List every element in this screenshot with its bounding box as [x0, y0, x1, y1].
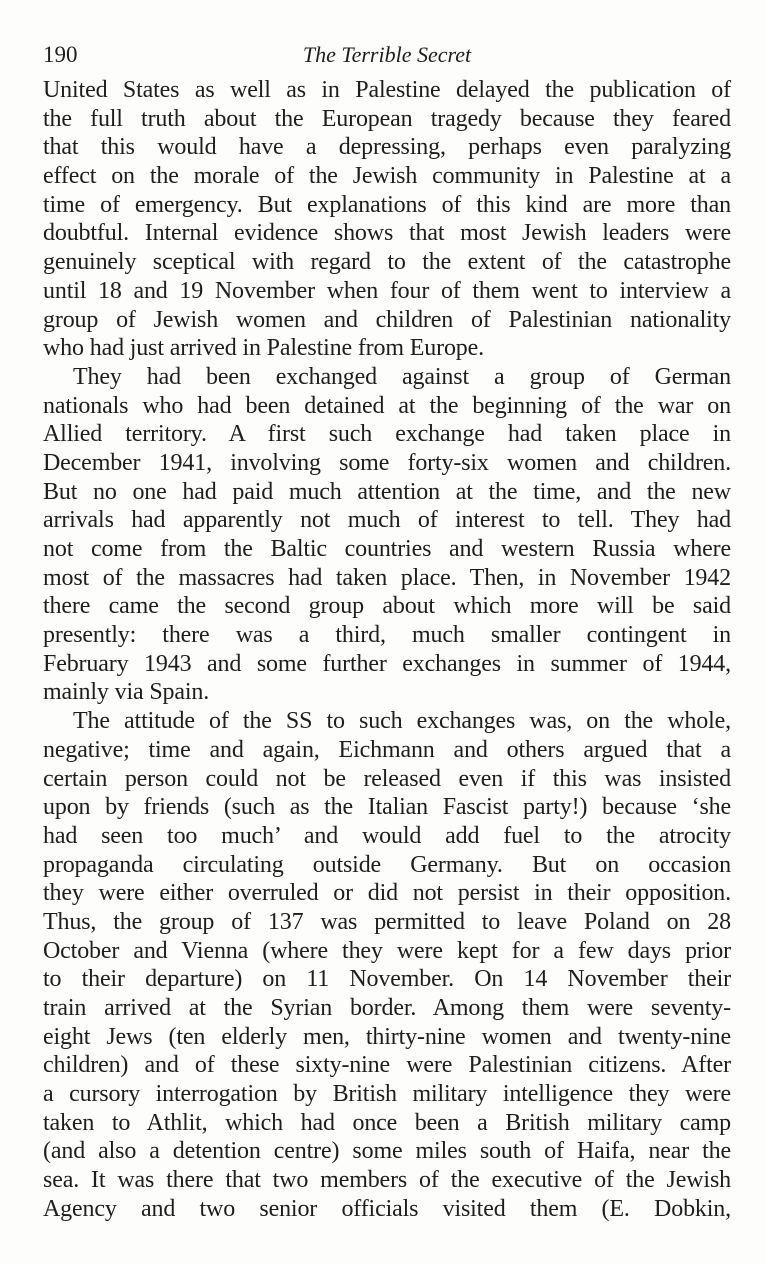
text-line: most of the massacres had taken place. Then, in November 1942 [43, 564, 731, 591]
text-line: a cursory interrogation by British military intelligence they were [43, 1081, 731, 1108]
text-line: there came the second group about which more will be said [43, 593, 731, 620]
paragraph [43, 363, 731, 707]
page-header [43, 40, 731, 70]
text-line: sea. It was there that two members of the executive of the Jewish [43, 1167, 731, 1194]
text-line: they were either overruled or did not persist in their opposition. [43, 880, 731, 907]
paragraph [43, 707, 731, 1223]
text-line: mainly via Spain. [43, 679, 210, 706]
text-line: until 18 and 19 November when four of them went to interview a [43, 277, 731, 304]
text-line: time of emergency. But explanations of this kind are more than [43, 191, 731, 218]
text-line: group of Jewish women and children of Palestinian nationality [43, 306, 731, 333]
text-line: eight Jews (ten elderly men, thirty-nine women and twenty-nine [43, 1023, 731, 1050]
text-line: But no one had paid much attention at the time, and the new [43, 478, 731, 505]
text-line: Allied territory. A first such exchange had taken place in [43, 421, 731, 448]
body-text [43, 76, 731, 1224]
text-line: effect on the morale of the Jewish community in Palestine at a [43, 163, 731, 190]
text-line: train arrived at the Syrian border. Among them were seventy- [43, 995, 731, 1021]
text-line: who had just arrived in Palestine from Europe. [43, 335, 484, 362]
text-line: certain person could not be released even if this was insisted [43, 765, 731, 792]
text-line: had seen too much’ and would add fuel to the atrocity [43, 822, 731, 849]
text-line: The attitude of the SS to such exchanges was, on the whole, [73, 708, 731, 735]
text-line: Agency and two senior officials visited them (E. Dobkin, [43, 1195, 731, 1222]
text-line: upon by friends (such as the Italian Fascist party!) because ‘she [43, 794, 731, 821]
text-line: the full truth about the European tragedy because they feared [43, 105, 731, 132]
text-line: doubtful. Internal evidence shows that most Jewish leaders were [43, 220, 731, 247]
text-line: propaganda circulating outside Germany. But on occasion [43, 851, 731, 878]
text-line: December 1941, involving some forty-six women and children. [43, 449, 731, 476]
text-line: October and Vienna (where they were kept for a few days prior [43, 937, 731, 964]
text-line: They had been exchanged against a group of German [73, 363, 731, 390]
paragraph [43, 76, 731, 363]
running-title: The Terrible Secret [302, 42, 472, 67]
text-line: nationals who had been detained at the beginning of the war on [43, 392, 731, 419]
text-line: presently: there was a third, much smaller contingent in [43, 622, 731, 649]
text-line: February 1943 and some further exchanges in summer of 1944, [43, 650, 731, 677]
text-line: arrivals had apparently not much of interest to tell. They had [43, 507, 731, 534]
page-number: 190 [43, 42, 78, 67]
text-line: to their departure) on 11 November. On 14 November their [43, 966, 731, 993]
text-line: Thus, the group of 137 was permitted to leave Poland on 28 [43, 908, 731, 935]
text-line: negative; time and again, Eichmann and others argued that a [43, 736, 731, 763]
text-line: United States as well as in Palestine delayed the publication of [43, 77, 731, 103]
text-line: genuinely sceptical with regard to the extent of the catastrophe [43, 249, 731, 276]
text-line: children) and of these sixty-nine were Palestinian citizens. After [43, 1052, 731, 1079]
text-line: that this would have a depressing, perhaps even paralyzing [43, 134, 731, 161]
text-line: (and also a detention centre) some miles south of Haifa, near the [43, 1138, 731, 1165]
text-line: taken to Athlit, which had once been a British military camp [43, 1109, 731, 1136]
text-line: not come from the Baltic countries and western Russia where [43, 536, 731, 562]
